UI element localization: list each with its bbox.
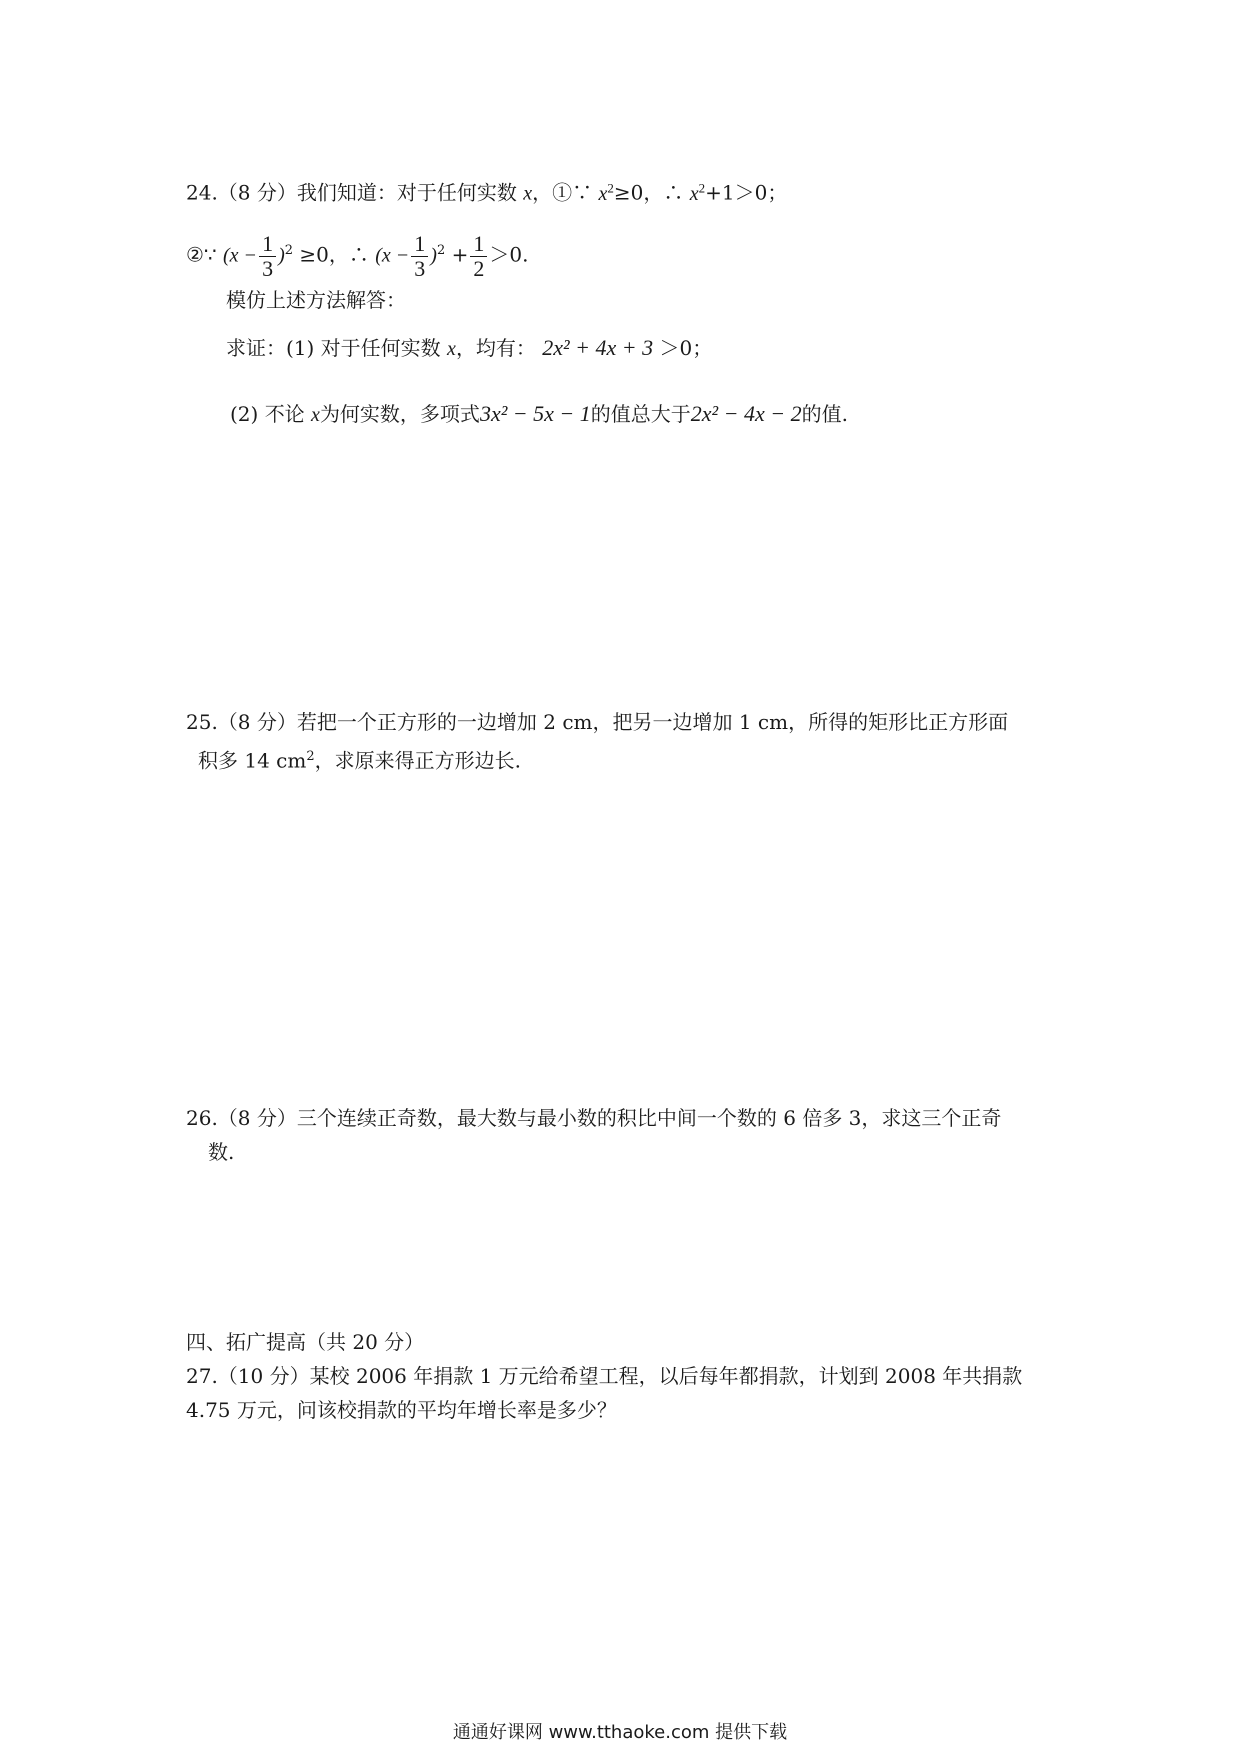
q24-part2 [230,400,848,429]
q27-line1: 27.（10 分）某校 2006 年捐款 1 万元给希望工程，以后每年都捐款，计划到 2008 年共捐款 [186,1364,1023,1388]
q24-part2-end: 的值. [801,402,848,426]
q24-frac2 [470,232,487,281]
q24-prove-prefix: 求证：(1) 对于任何实数 [226,336,441,360]
q26-line2: 数. [208,1140,235,1164]
page-footer: 通通好课网 www.tthaoke.com 提供下载 [452,1722,788,1743]
q24-sq1-tail: ≥0，∴ [613,180,684,205]
q24-prove-end: ＞0； [659,336,713,360]
q24-imitate: 模仿上述方法解答： [226,288,406,312]
q25-line2-sup: 2 [306,749,315,764]
q24-line2-prefix: ②∵ [186,242,217,267]
q24-prove-x: x [447,338,456,360]
q24-prove-mid: ，均有： [455,336,536,360]
q24-close2: ) [430,244,437,267]
q24-frac1 [259,232,276,281]
q24-prefix: 24.（8 分）我们知道：对于任何实数 [186,180,517,205]
frac1b-den: 3 [414,255,426,281]
frac1-num: 1 [259,232,276,257]
q24-sq1-rest: +1＞0； [705,180,788,205]
q25-line2-b: ，求原来得正方形边长. [314,748,521,773]
frac2-num: 1 [470,232,487,257]
frac1b-num: 1 [411,232,428,257]
section4-title: 四、拓广提高（共 20 分） [186,1330,425,1354]
q25-line2 [198,743,521,775]
q24-geq: ≥0，∴ [299,242,369,267]
q24-plus: + [451,242,469,267]
q24-line2-end: ＞0. [489,242,529,267]
frac2-den: 2 [473,255,485,281]
q24-prove-expr: 2x² + 4x + 3 [542,335,654,360]
q24-close1: ) [278,244,285,267]
q24-part2-mid: 为何实数，多项式 [319,402,480,426]
q24-part2-prefix: (2) 不论 [230,402,305,426]
q24-part2-expr1: 3x² − 5x − 1 [479,401,591,426]
q24-part2-expr2: 2x² − 4x − 2 [690,401,802,426]
q24-line1: 24.（8 分）我们知道：对于任何实数 x，①∵ $x^2\ge 0$，∴ $x^2+1>0$； [186,180,788,205]
q24-var-x: x [523,182,533,205]
q24-open2: (x − [375,244,410,267]
q24-part2-x: x [311,404,320,426]
q26-line1: 26.（8 分）三个连续正奇数，最大数与最小数的积比中间一个数的 6 倍多 3，求这三个正奇 [186,1106,1002,1130]
q24-line2: ②∵ (x − $\frac{1}{3}$ )$^2$ ≥0，∴ (x − $\frac{1}{3}$ )$^2$ + $\frac{1}{2}$ ＞0. [186,230,529,281]
frac1-den: 3 [262,255,274,281]
q25-line1: 25.（8 分）若把一个正方形的一边增加 2 cm，把另一边增加 1 cm，所得的矩形比正方形面 [186,710,1009,734]
q27-line2: 4.75 万元，问该校捐款的平均年增长率是多少？ [186,1398,617,1422]
q24-frac1b [411,232,428,281]
q24-open1: (x − [223,244,258,267]
q24-prove [226,334,712,363]
q24-circle1: ，①∵ [532,180,593,205]
q24-part2-mid2: 的值总大于 [590,402,691,426]
q25-line2-a: 积多 14 cm [198,748,307,773]
